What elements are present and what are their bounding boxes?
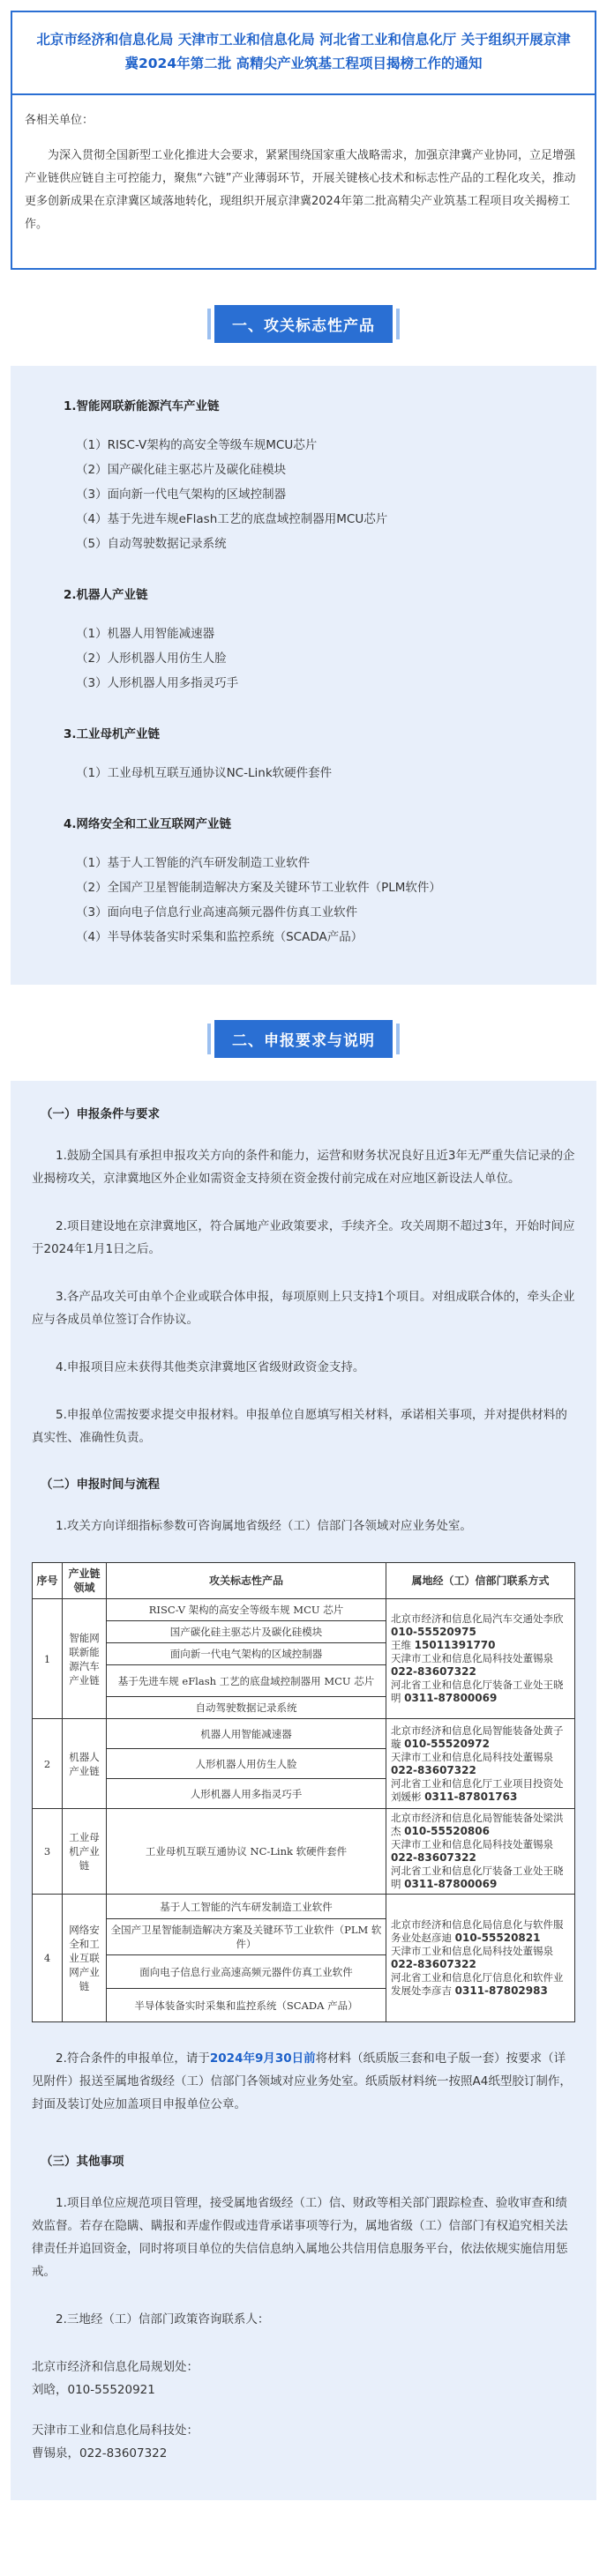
row-field: 智能网联新能源汽车产业链	[63, 1599, 107, 1719]
contact-text: 北京市经济和信息化局智能装备处黄子璇	[391, 1724, 564, 1750]
section1-heading: 一、攻关标志性产品	[214, 305, 393, 343]
subheading-other: （三）其他事项	[41, 2155, 124, 2169]
contact-entry	[391, 1612, 570, 1639]
list-item: （1）工业母机互联互通协议NC-Link软硬件套件	[76, 766, 333, 780]
row-product: 工业母机互联互通协议 NC-Link 软硬件套件	[107, 1809, 386, 1895]
list-item: （5）自动驾驶数据记录系统	[76, 537, 227, 551]
contact-entry	[391, 1639, 570, 1652]
category-title: 2.机器人产业链	[64, 588, 148, 602]
policy-person: 刘晗，010-55520921	[32, 2383, 155, 2397]
intro-block	[11, 95, 596, 270]
section2-body	[11, 1081, 596, 2500]
table-header-row	[33, 1563, 575, 1599]
contact-entry	[391, 1724, 570, 1751]
policy-contact	[32, 2419, 575, 2465]
row-contacts	[386, 1895, 575, 2022]
contact-text: 北京市经济和信息化局汽车交通处李欣	[391, 1612, 564, 1625]
row-contacts	[386, 1719, 575, 1809]
list-item: （4）基于先进车规eFlash工艺的底盘域控制器用MCU芯片	[76, 512, 388, 526]
row-product: 国产碳化硅主驱芯片及碳化硅模块	[107, 1621, 386, 1643]
table-row	[33, 1895, 575, 1919]
section1-body	[11, 366, 596, 985]
row-number: 1	[33, 1599, 63, 1719]
title-box	[11, 11, 596, 95]
other-paragraph-1: 1.项目单位应规范项目管理，接受属地省级经（工）信、财政等相关部门跟踪检查、验收审查和绩效监督。若存在隐瞒、瞒报和弄虚作假或违背承诺事项等行为，属地省级（工）信部门有权追究相关法律责任并追回资金，同时将项目单位的失信信息纳入属地公共信用信息服务平台，依法依规实施信用惩戒。	[32, 2196, 568, 2279]
condition-paragraph: 3.各产品攻关可由单个企业或联合体申报，每项原则上只支持1个项目。对组成联合体的，牵头企业应与各成员单位签订合作协议。	[32, 1290, 575, 1327]
section1-header	[0, 270, 607, 366]
row-product: 全国产卫星智能制造解决方案及关键环节工业软件（PLM 软件）	[107, 1919, 386, 1955]
contact-number: 0311-87801763	[424, 1790, 518, 1803]
policy-contact	[32, 2356, 575, 2401]
subheading-conditions: （一）申报条件与要求	[41, 1107, 160, 1121]
contact-text: 河北省工业和信息化厅装备工业处王晓明	[391, 1679, 564, 1704]
list-item: （4）半导体装备实时采集和监控系统（SCADA产品）	[76, 930, 363, 944]
category-title: 4.网络安全和工业互联网产业链	[64, 817, 232, 831]
list-item: （3）面向新一代电气架构的区域控制器	[76, 488, 287, 502]
contact-number: 022-83607322	[391, 1958, 476, 1970]
list-item: （3）面向电子信息行业高速高频元器件仿真工业软件	[76, 905, 358, 919]
contact-number: 022-83607322	[391, 1763, 476, 1776]
contact-entry	[391, 1812, 570, 1838]
list-item: （1）RISC-V架构的高安全等级车规MCU芯片	[76, 438, 318, 452]
contact-text: 天津市工业和信息化局科技处董锡泉	[391, 1652, 553, 1664]
row-product: 自动驾驶数据记录系统	[107, 1697, 386, 1719]
policy-org: 北京市经济和信息化局规划处：	[32, 2360, 199, 2374]
list-item: （2）全国产卫星智能制造解决方案及关键环节工业软件（PLM软件）	[76, 881, 441, 895]
contact-number: 0311-87800069	[404, 1692, 498, 1704]
col-contact: 属地经（工）信部门联系方式	[386, 1563, 575, 1599]
contact-entry	[391, 1971, 570, 1998]
spacer	[32, 785, 575, 803]
contact-number: 010-55520972	[404, 1737, 490, 1750]
page-title: 北京市经济和信息化局 天津市工业和信息化局 河北省工业和信息化厅 关于组织开展京津冀2024年第二批 高精尖产业筑基工程项目揭榜工作的通知	[36, 32, 571, 71]
deadline-post: 将材料（纸质版三套和电子版一套）按要求（详见附件）报送至属地省级经（工）信部门各领域对应业务处室。纸质版材料统一按照A4纸型胶订制作，封面及装订处应加盖项目申报单位公章。	[32, 2051, 572, 2111]
spacer	[32, 949, 575, 967]
contact-number: 010-55520975	[391, 1626, 476, 1638]
contact-text: 天津市工业和信息化局科技处董锡泉	[391, 1750, 553, 1763]
row-product: 面向新一代电气架构的区域控制器	[107, 1643, 386, 1665]
row-product: 基于先进车规 eFlash 工艺的底盘域控制器用 MCU 芯片	[107, 1665, 386, 1697]
row-contacts	[386, 1599, 575, 1719]
contact-entry	[391, 1865, 570, 1891]
policy-contacts	[32, 2356, 575, 2465]
contact-number: 022-83607322	[391, 1665, 476, 1678]
other-paragraph-2: 2.三地经（工）信部门政策咨询联系人：	[56, 2312, 270, 2327]
row-product: 半导体装备实时采集和监控系统（SCADA 产品）	[107, 1989, 386, 2022]
contact-text: 天津市工业和信息化局科技处董锡泉	[391, 1838, 553, 1850]
intro-text: 为深入贯彻全国新型工业化推进大会要求，紧紧围绕国家重大战略需求，加强京津冀产业协同，立足增强产业链供应链自主可控能力，聚焦“六链”产业薄弱环节，开展关键核心技术和标志性产品的工程化攻关，推动更多创新成果在京津冀区域落地转化，现组织开展京津冀2024年第二批高精尖产业筑基工程项目攻关揭榜工作。	[25, 149, 576, 231]
section2-heading: 二、申报要求与说明	[214, 1020, 393, 1058]
contact-table	[32, 1562, 575, 2022]
list-item: （2）人形机器人用仿生人脸	[76, 651, 227, 666]
list-item: （1）机器人用智能减速器	[76, 627, 215, 641]
spacer	[32, 556, 575, 574]
contact-entry	[391, 1838, 570, 1865]
contact-number: 15011391770	[414, 1639, 496, 1651]
deadline-pre: 2.符合条件的申报单位，请于	[56, 2051, 210, 2066]
contact-text: 河北省工业和信息化厅装备工业处王晓明	[391, 1865, 564, 1890]
row-product: 人形机器人用多指灵巧手	[107, 1779, 386, 1809]
contact-entry	[391, 1652, 570, 1679]
list-item: （1）基于人工智能的汽车研发制造工业软件	[76, 856, 311, 870]
policy-person: 曹锡泉，022-83607322	[32, 2446, 168, 2461]
row-field: 网络安全和工业互联网产业链	[63, 1895, 107, 2022]
contact-text: 河北省工业和信息化厅信息化和软件业发展处李彦吉	[391, 1971, 564, 1997]
conditions-list	[32, 1144, 575, 1449]
list-item: （2）国产碳化硅主驱芯片及碳化硅模块	[76, 463, 287, 477]
category-title: 1.智能网联新能源汽车产业链	[64, 399, 220, 413]
contact-text: 北京市经济和信息化局智能装备处梁洪杰	[391, 1812, 564, 1837]
category-title: 3.工业母机产业链	[64, 727, 161, 741]
contact-number: 022-83607322	[391, 1851, 476, 1864]
col-field: 产业链领域	[63, 1563, 107, 1599]
row-product: 机器人用智能减速器	[107, 1719, 386, 1749]
row-field: 工业母机产业链	[63, 1809, 107, 1895]
table-row	[33, 1809, 575, 1895]
spacer	[32, 696, 575, 713]
contact-entry	[391, 1679, 570, 1705]
table-row	[33, 1719, 575, 1749]
deadline-date: 2024年9月30日前	[209, 2051, 316, 2066]
salutation: 各相关单位：	[25, 114, 94, 127]
policy-org: 天津市工业和信息化局科技处：	[32, 2423, 199, 2438]
row-number: 4	[33, 1895, 63, 2022]
section2-header	[0, 985, 607, 1081]
contact-number: 010-55520821	[454, 1932, 541, 1944]
list-item: （3）人形机器人用多指灵巧手	[76, 676, 239, 690]
deadline-paragraph	[32, 2047, 575, 2116]
condition-paragraph: 5.申报单位需按要求提交申报材料。申报单位自愿填写相关材料，承诺相关事项，并对提供材料的真实性、准确性负责。	[32, 1408, 567, 1445]
contact-text: 河北省工业和信息化厅工业项目投资处刘媛彬	[391, 1776, 564, 1803]
col-product: 攻关标志性产品	[107, 1563, 386, 1599]
row-product: 基于人工智能的汽车研发制造工业软件	[107, 1895, 386, 1919]
contact-text: 北京市经济和信息化局信息化与软件服务业处赵彦迪	[391, 1918, 564, 1944]
condition-paragraph: 2.项目建设地在京津冀地区，符合属地产业政策要求，手续齐全。攻关周期不超过3年，开始时间应于2024年1月1日之后。	[32, 1219, 575, 1256]
contact-entry	[391, 1751, 570, 1777]
row-product: 面向电子信息行业高速高频元器件仿真工业软件	[107, 1955, 386, 1989]
contact-entry	[391, 1918, 570, 1945]
condition-paragraph: 1.鼓励全国具有承担申报攻关方向的条件和能力，运营和财务状况良好且近3年无严重失信记录的企业揭榜攻关，京津冀地区外企业如需资金支持须在资金拨付前完成在对应地区新设法人单位。	[32, 1149, 575, 1186]
contact-number: 0311-87802983	[454, 1984, 548, 1997]
row-field: 机器人产业链	[63, 1719, 107, 1809]
subheading-process: （二）申报时间与流程	[41, 1478, 160, 1492]
table-intro: 1.攻关方向详细指标参数可咨询属地省级经（工）信部门各领域对应业务处室。	[56, 1519, 472, 1533]
contact-number: 0311-87800069	[404, 1878, 498, 1890]
contact-entry	[391, 1777, 570, 1804]
row-product: 人形机器人用仿生人脸	[107, 1749, 386, 1779]
table-row	[33, 1599, 575, 1621]
row-number: 2	[33, 1719, 63, 1809]
contact-text: 天津市工业和信息化局科技处董锡泉	[391, 1945, 553, 1957]
row-number: 3	[33, 1809, 63, 1895]
contact-number: 010-55520806	[404, 1825, 490, 1837]
row-product: RISC-V 架构的高安全等级车规 MCU 芯片	[107, 1599, 386, 1621]
col-no: 序号	[33, 1563, 63, 1599]
contact-entry	[391, 1945, 570, 1971]
row-contacts	[386, 1809, 575, 1895]
contact-text: 王维	[391, 1639, 411, 1651]
condition-paragraph: 4.申报项目应未获得其他类京津冀地区省级财政资金支持。	[56, 1360, 365, 1374]
